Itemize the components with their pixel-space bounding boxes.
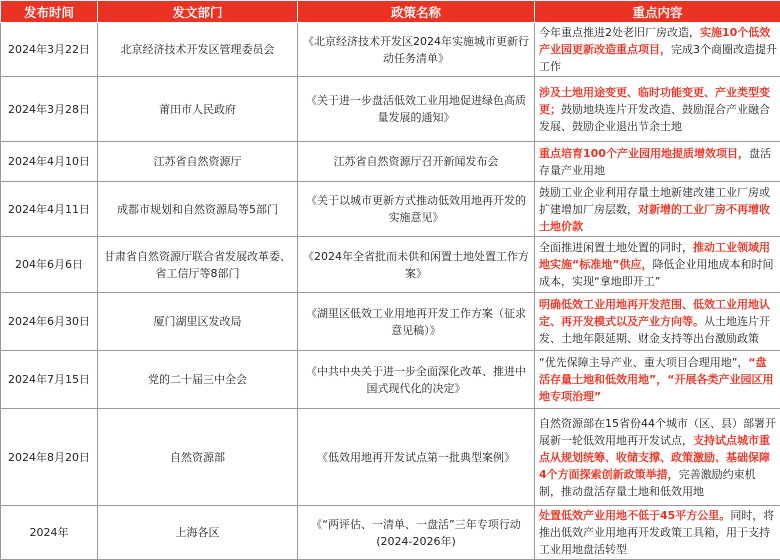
header-key-content: 重点内容 [535, 1, 780, 23]
cell-department: 北京经济技术开发区管理委员会 [98, 23, 298, 77]
cell-department: 江苏省自然资源厅 [98, 142, 298, 182]
highlight-text: 明确低效工业用地再开发范围、低效工业用地认定、再开发模式以及产业方向等。 [539, 298, 770, 328]
highlight-text: 对新增的工业厂房不再增收土地价款 [539, 203, 770, 233]
cell-department: 成都市规划和自然资源局等5部门 [98, 182, 298, 237]
cell-policy-name: 《关于进一步盘活低效工业用地促进绿色高质量发展的通知》 [298, 77, 535, 142]
table-body [1, 23, 780, 560]
cell-key-content [535, 142, 780, 182]
cell-date: 2024年6月30日 [1, 293, 98, 351]
cell-policy-name: 《“两评估、一清单、一盘活”三年专项行动(2024-2026年) [298, 506, 535, 560]
cell-department: 甘肃省自然资源厅联合省发展改革委、省工信厅等8部门 [98, 237, 298, 293]
table-row [1, 506, 780, 560]
highlight-text: 实施10个低效产业园更新改造重点项目， [539, 26, 770, 56]
cell-key-content [535, 237, 780, 293]
cell-date: 2024年7月15日 [1, 351, 98, 409]
content-text: 同时，将推出低效产业用地再开发政策工具箱，用于支持工业用地盘活转型 [539, 509, 774, 556]
cell-date: 2024年3月22日 [1, 23, 98, 77]
cell-key-content [535, 23, 780, 77]
content-text: 降低企业用地成本和时间成本，实现“拿地即开工” [539, 258, 773, 288]
highlight-text: “盘活存量土地和低效用地”， [539, 356, 767, 386]
cell-key-content [535, 182, 780, 237]
cell-key-content [535, 293, 780, 351]
cell-policy-name: 《关于以城市更新方式推动低效用地再开发的实施意见》 [298, 182, 535, 237]
content-text: 完成3个商圈改造提升工作 [539, 43, 777, 73]
table-row [1, 182, 780, 237]
header-department: 发文部门 [98, 1, 298, 23]
content-text: 全面推进闲置土地处置的同时， [539, 241, 693, 254]
header-row [1, 1, 780, 23]
cell-policy-name: 《中共中央关于进一步全面深化改革、推进中国式现代化的决定》 [298, 351, 535, 409]
content-text: 盘活存量产业用地 [539, 147, 771, 177]
highlight-text: 涉及土地用途变更、临时功能变更、产业类型变更； [539, 86, 770, 116]
highlight-text: 推动工业领域用地实施“标准地”供应， [539, 241, 770, 271]
table-row [1, 409, 780, 506]
table-row [1, 237, 780, 293]
highlight-text: “开展各类产业园区用地专项治理” [539, 373, 773, 403]
cell-policy-name: 《低效用地再开发试点第一批典型案例》 [298, 409, 535, 506]
content-text: 从土地连片开发、土地年限延期、财金支持等出台激励政策 [539, 315, 770, 345]
content-text: 完善激励约束机制，推动盘活存量土地和低效用地 [539, 468, 756, 498]
cell-policy-name: 江苏省自然资源厅召开新闻发布会 [298, 142, 535, 182]
cell-key-content [535, 506, 780, 560]
content-text: 今年重点推进2处老旧厂房改造， [539, 26, 700, 39]
header-date: 发布时间 [1, 1, 98, 23]
cell-department: 党的二十届三中全会 [98, 351, 298, 409]
content-text: 自然资源部在15省份44个城市（区、县）部署开展新一轮低效用地再开发试点， [539, 417, 776, 447]
table-row [1, 351, 780, 409]
cell-key-content [535, 409, 780, 506]
cell-date: 2024年3月28日 [1, 77, 98, 142]
cell-policy-name: 《北京经济技术开发区2024年实施城市更新行动任务清单》 [298, 23, 535, 77]
table-row [1, 23, 780, 77]
highlight-text: 处置低效产业用地不低于45平方公里。 [539, 509, 730, 522]
cell-date: 204年6月6日 [1, 237, 98, 293]
cell-date: 2024年4月10日 [1, 142, 98, 182]
cell-department: 厦门湖里区发改局 [98, 293, 298, 351]
cell-date: 2024年 [1, 506, 98, 560]
cell-department: 自然资源部 [98, 409, 298, 506]
highlight-text: 支持试点城市重点从规划统筹、收储支撑、政策激励、基础保障4个方面探索创新政策举措， [539, 434, 770, 481]
table-row [1, 293, 780, 351]
cell-key-content [535, 77, 780, 142]
cell-department: 上海各区 [98, 506, 298, 560]
content-text: 鼓励地块连片开发改造、鼓励混合产业融合发展、鼓励企业退出节余土地 [539, 103, 770, 133]
header-policy-name: 政策名称 [298, 1, 535, 23]
content-text: “优先保障主导产业、重大项目合理用地”， [539, 356, 748, 369]
cell-department: 莆田市人民政府 [98, 77, 298, 142]
cell-policy-name: 《2024年全省批而未供和闲置土地处置工作方案》 [298, 237, 535, 293]
highlight-text: 重点培育100个产业园用地提质增效项目， [539, 147, 749, 160]
cell-date: 2024年4月11日 [1, 182, 98, 237]
table-row [1, 77, 780, 142]
content-text: 鼓励工业企业利用存量土地新建改建工业厂房或扩建增加厂房层数， [539, 186, 770, 216]
cell-key-content [535, 351, 780, 409]
table-row [1, 142, 780, 182]
cell-date: 2024年8月20日 [1, 409, 98, 506]
cell-policy-name: 《湖里区低效工业用地再开发工作方案（征求意见稿）》 [298, 293, 535, 351]
